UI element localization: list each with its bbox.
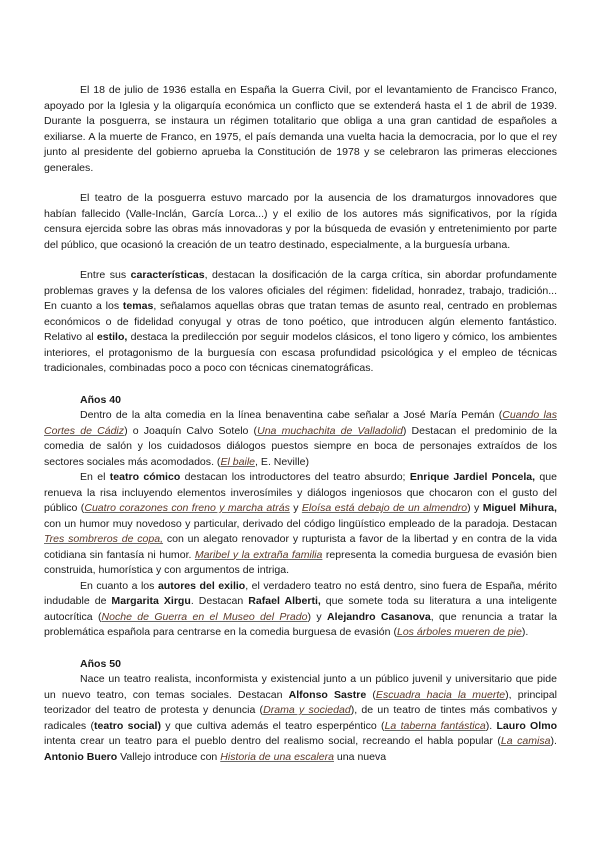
- section-heading-50s: Años 50: [80, 657, 122, 670]
- paragraph-characteristics: [44, 268, 557, 377]
- term-teatro-comico: teatro cómico: [109, 471, 181, 483]
- text-run: , señalamos aquellas obras que tratan temas de asunto real, centrado en problemas económicos o de fidelidad conyugal y otras de tono poético, que introducen algún elemento fantástico. Relativo al: [44, 300, 557, 343]
- term-estilo: estilo,: [96, 331, 128, 343]
- work-title: Los árboles mueren de pie: [396, 626, 522, 638]
- text-run: Nace un teatro realista, inconformista y existencial junto a un público juvenil y universitario que pide un nuevo teatro, con temas sociales. Destacan: [44, 673, 557, 701]
- text-run: ), principal teorizador del teatro de protesta y denuncia (: [44, 688, 557, 716]
- work-title: Eloísa está debajo de un almendro: [301, 502, 468, 514]
- text-run: , destacan la dosificación de la carga crítica, sin abordar profundamente problemas graves y la defensa de los valores oficiales del régimen: fidelidad, honradez, trabajo, tradición... En cuanto a los: [44, 269, 557, 312]
- text-run: , que renuncia a tratar la problemática española para centrarse en la comedia burguesa de evasión (: [44, 610, 558, 638]
- text-run: representa la comedia burguesa de evasión bien construida, humorística y con argumentos de intriga.: [44, 548, 557, 576]
- text-run: que renueva la risa incluyendo elementos inverosímiles y diálogos ingeniosos que chocaron con el gusto del público (: [44, 471, 557, 514]
- text-run: que somete toda su literatura a una inteligente autocrítica (: [44, 595, 557, 623]
- author-mihura: Miguel Mihura,: [482, 502, 557, 514]
- work-title: Drama y sociedad: [263, 704, 351, 716]
- paragraph-historical-context: El 18 de julio de 1936 estalla en España la Guerra Civil, por el levantamiento de Francisco Franco, apoyado por la Iglesia y la oligarquía económica un conflicto que se extenderá hasta el 1 de abril de 1939. Durante la posguerra, se instaura un régimen totalitario que obliga a una gran cantidad de españoles a exiliarse. A la muerte de Franco, en 1975, el país demanda una vuelta hacia la democracia, por lo que el rey junto al presidente del gobierno aprueba la Constitución de 1978 y se celebraron las primeras elecciones generales.: [44, 84, 557, 174]
- author-casanova: Alejandro Casanova: [326, 610, 431, 623]
- text-run: ) y: [467, 502, 483, 514]
- text-run: , el verdadero teatro no está dentro, sino fuera de España, mérito indudable de: [44, 579, 557, 607]
- author-olmo: Lauro Olmo: [496, 719, 558, 732]
- author-jardiel-poncela: Enrique Jardiel Poncela,: [409, 471, 536, 483]
- text-run: (: [366, 688, 376, 701]
- work-title: Tres sombreros de copa,: [44, 533, 164, 545]
- paragraph-teatro-comico: [44, 470, 557, 579]
- work-title: Una muchachita de Valladolid: [257, 424, 403, 437]
- work-title: Escuadra hacia la muerte: [375, 688, 506, 701]
- text-run: ).: [485, 719, 497, 732]
- text-run: ).: [521, 626, 529, 638]
- section-heading-40s: Años 40: [80, 393, 122, 406]
- work-title: La taberna fantástica: [384, 719, 486, 732]
- text-run: y: [289, 502, 302, 514]
- paragraph-teatro-realista: [44, 672, 557, 765]
- paragraph-postwar-theatre: El teatro de la posguerra estuvo marcado por la ausencia de los dramaturgos innovadores que habían fallecido (Valle-Inclán, García Lorca...) y el exilio de los autores más significativos, por la rígida censura ejercida sobre las obras más innovadoras y por la búsqueda de evasión y entretenimiento por parte del público, que ocasionó la creación de un teatro destinado, especialmente, a la burguesía urbana.: [44, 192, 557, 251]
- text-run: ) o Joaquín Calvo Sotelo (: [124, 424, 258, 437]
- text-run: En el: [80, 471, 110, 483]
- term-caracteristicas: características: [130, 269, 205, 281]
- text-run: En cuanto a los: [80, 579, 158, 592]
- work-title: Maribel y la extraña familia: [194, 548, 323, 561]
- person-xirgu: Margarita Xirgu: [111, 595, 191, 607]
- author-buero: Antonio Buero: [44, 750, 118, 763]
- text-run: y que cultiva además el teatro esperpéntico (: [161, 719, 385, 732]
- text-run: destaca la predilección por seguir modelos clásicos, el tono ligero y cómico, los ambientes interiores, el protagonismo de la burguesía con escasa profundidad psicológica y el empleo de técnicas tradicionales, combinadas poco a poco con técnicas cinematográficas.: [44, 331, 557, 374]
- work-title: El baile: [220, 455, 256, 468]
- author-alberti: Rafael Alberti,: [248, 595, 321, 607]
- text-run: destacan los introductores del teatro absurdo;: [180, 471, 410, 483]
- text-run: ) y: [307, 610, 327, 623]
- text-run: Dentro de la alta comedia en la línea benaventina cabe señalar a José María Pemán (: [80, 409, 503, 421]
- text-run: ), de un teatro de tintes más combativos y radicales (: [44, 704, 557, 732]
- work-title: Historia de una escalera: [220, 750, 334, 763]
- text-run: Entre sus: [80, 269, 131, 281]
- work-title: Cuatro corazones con freno y marcha atrás: [84, 502, 290, 514]
- text-run: intenta crear un teatro para el pueblo dentro del realismo social, recreando el habla popular (: [44, 735, 501, 747]
- text-run: ).: [550, 735, 557, 747]
- text-run: . Destacan: [190, 595, 249, 607]
- text-run: con un alegato renovador y rupturista a favor de la libertad y en contra de la vida cotidiana sin fantasía ni humor.: [44, 533, 557, 561]
- work-title: Noche de Guerra en el Museo del Prado: [101, 610, 308, 623]
- work-title: Cuando las Cortes de Cádiz: [44, 409, 557, 437]
- author-sastre: Alfonso Sastre: [288, 688, 367, 701]
- text-run: con un humor muy novedoso y particular, derivado del código lingüístico empleado de la paradoja. Destacan: [44, 517, 557, 530]
- text-run: una nueva: [333, 750, 387, 763]
- term-temas: temas: [122, 300, 154, 312]
- paragraph-alta-comedia: [44, 408, 557, 470]
- text-run: , E. Neville): [255, 455, 309, 468]
- paragraph-autores-exilio: [44, 579, 557, 641]
- text-run: ) Destacan el predominio de la comedia de salón y los cuidadosos diálogos puestos siempre en boca de personajes extraídos de los sectores sociales más acomodados. (: [44, 424, 557, 468]
- term-autores-exilio: autores del exilio: [157, 579, 246, 592]
- text-run: Vallejo introduce con: [117, 750, 221, 763]
- work-title: La camisa: [500, 735, 551, 747]
- term-teatro-social: teatro social): [94, 719, 161, 732]
